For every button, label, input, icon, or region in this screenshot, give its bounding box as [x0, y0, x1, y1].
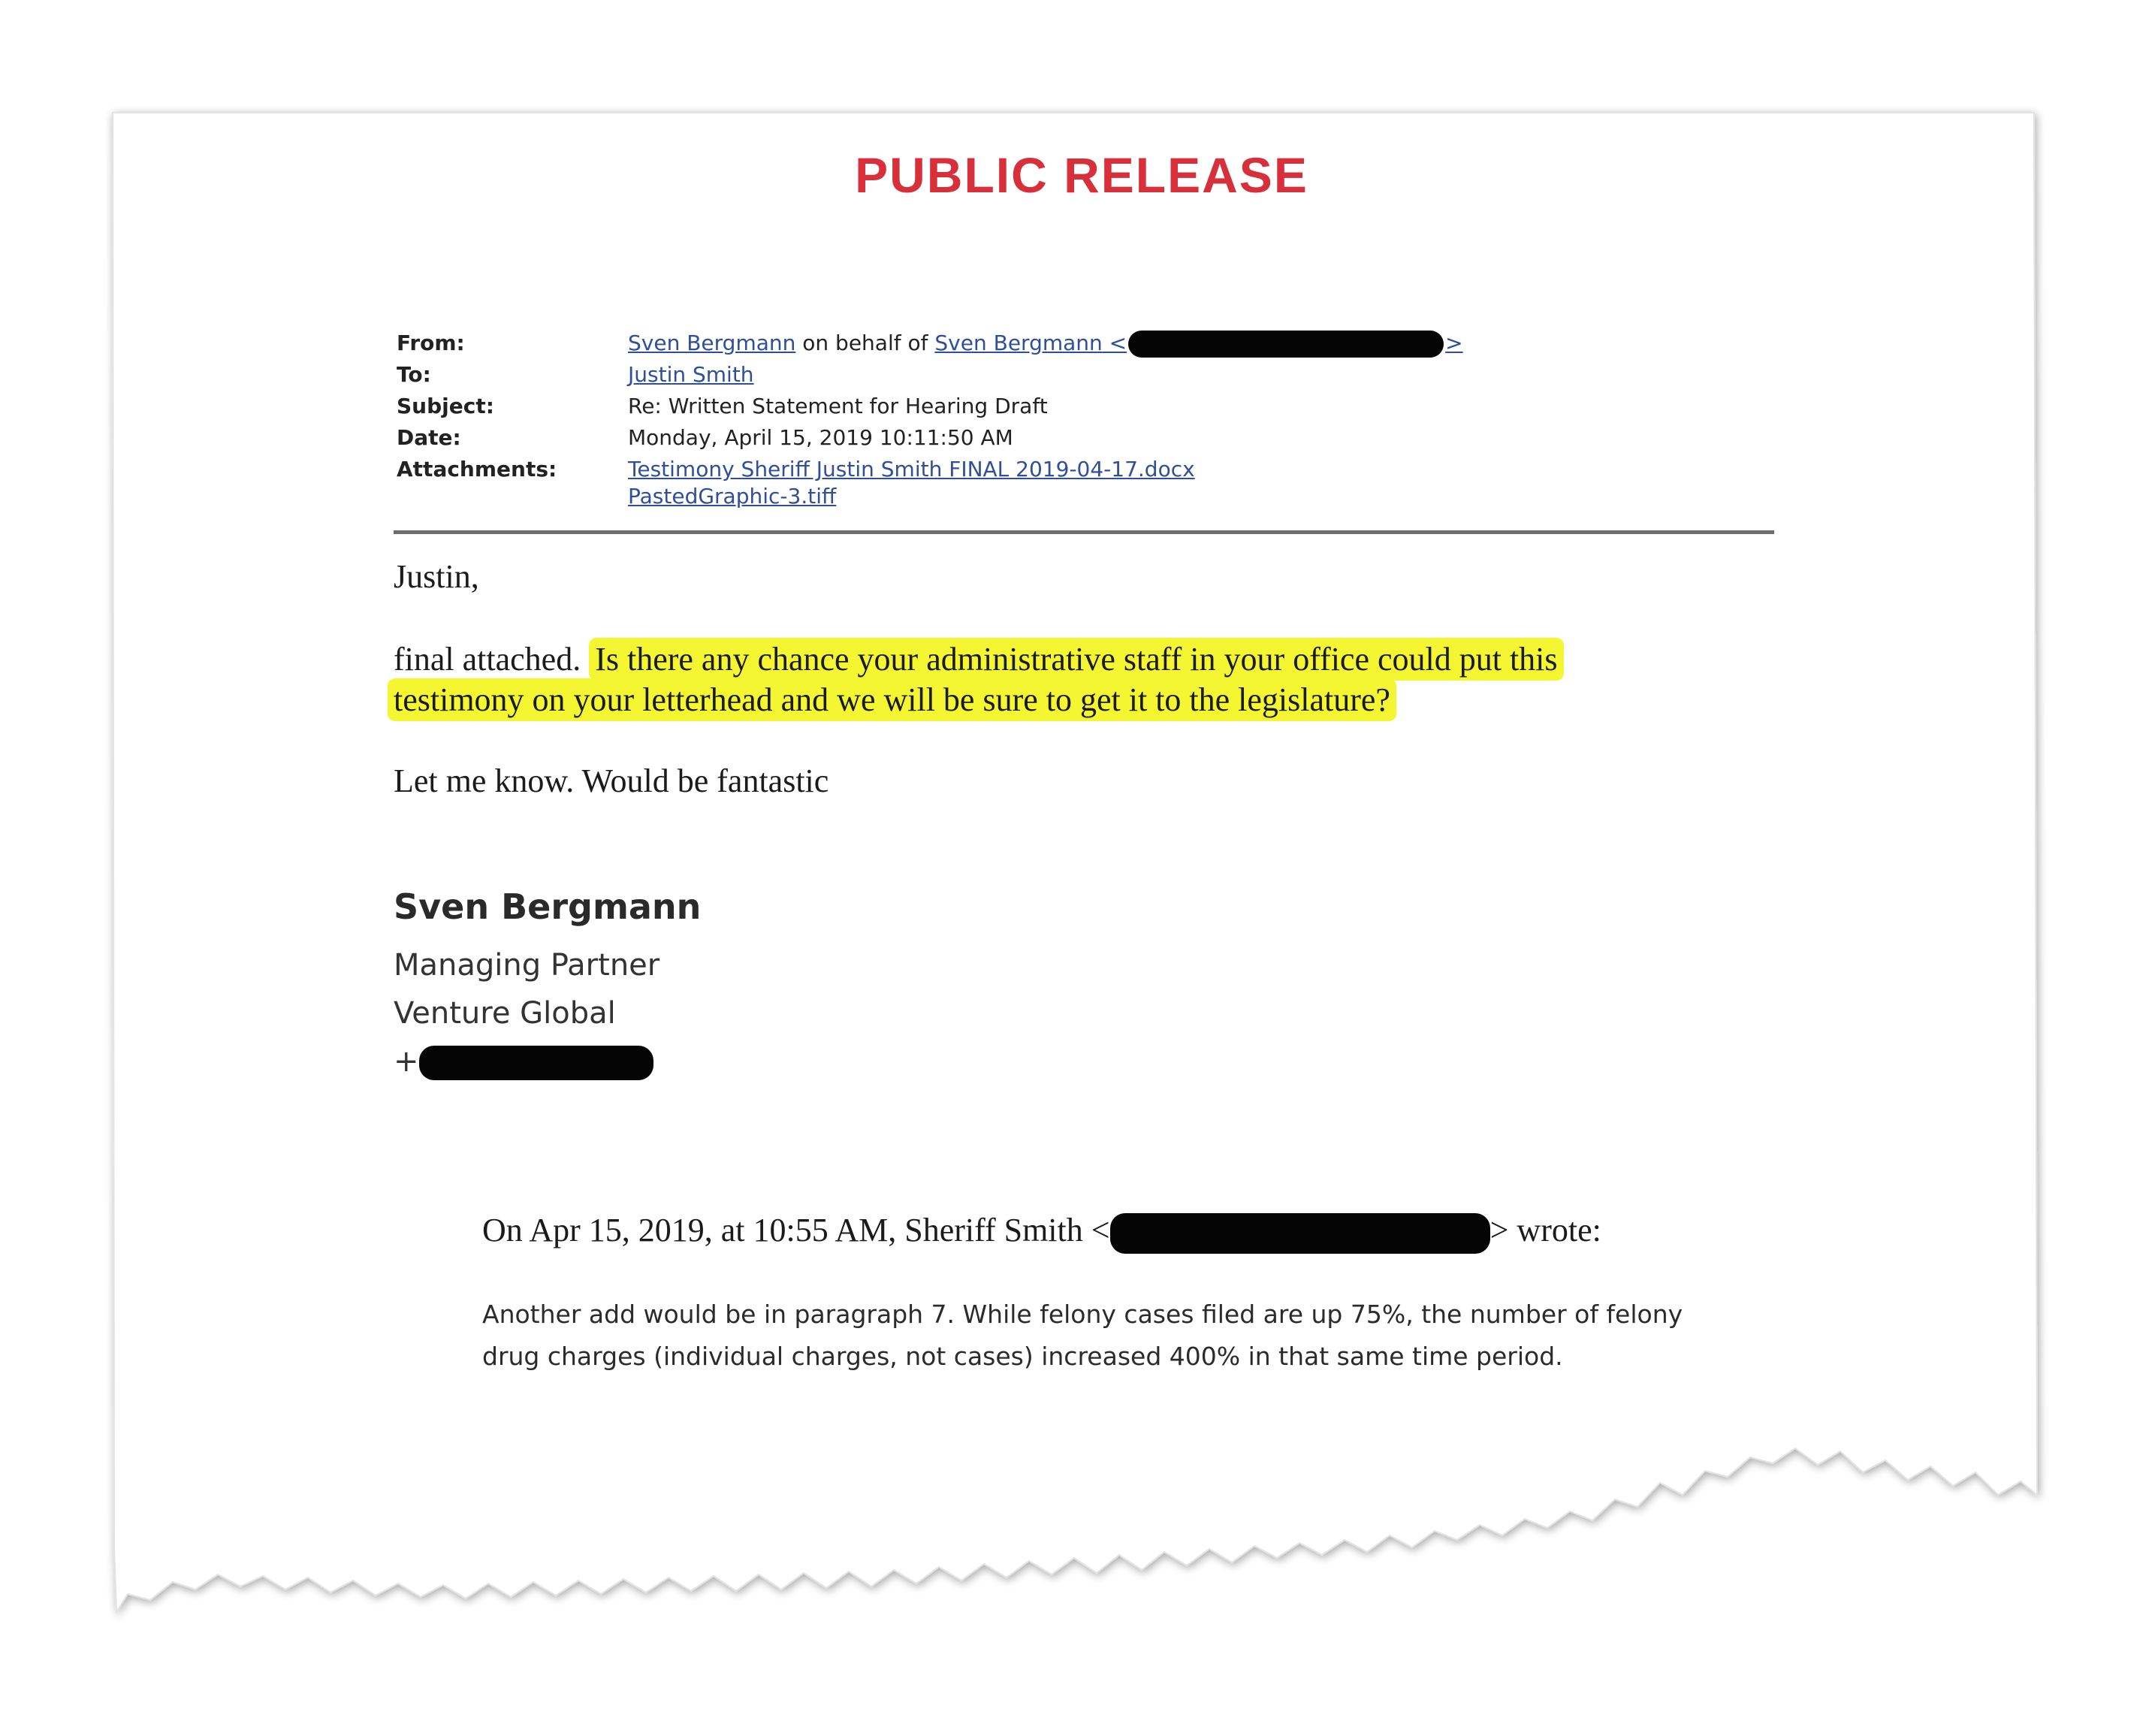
- quoted-wrote-text: wrote:: [1508, 1212, 1601, 1248]
- quoted-intro: [482, 1211, 1601, 1254]
- to-label: To:: [397, 362, 431, 387]
- attachment-link-tiff[interactable]: PastedGraphic-3.tiff: [628, 484, 837, 509]
- on-behalf-text: on behalf of: [795, 331, 935, 355]
- signature-company: Venture Global: [394, 996, 616, 1031]
- signature-name: Sven Bergmann: [394, 886, 702, 927]
- signature-title: Managing Partner: [394, 948, 660, 983]
- from-label: From:: [397, 331, 465, 355]
- quoted-intro-text: On Apr 15, 2019, at 10:55 AM, Sheriff Smith: [482, 1212, 1091, 1248]
- header-divider: [394, 530, 1774, 534]
- date-value: Monday, April 15, 2019 10:11:50 AM: [628, 425, 1013, 450]
- subject-label: Subject:: [397, 394, 494, 418]
- message-plain-text: final attached.: [394, 641, 590, 678]
- date-label: Date:: [397, 425, 461, 450]
- phone-redaction: [419, 1046, 653, 1080]
- message-line-1: [394, 640, 1564, 678]
- recipient-link[interactable]: Justin Smith: [628, 362, 754, 387]
- attachment-link-docx[interactable]: Testimony Sheriff Justin Smith FINAL 2019-04-17.docx: [628, 457, 1195, 482]
- email-close-bracket: >: [1445, 331, 1463, 355]
- quoted-open-bracket: <: [1091, 1212, 1110, 1248]
- subject-value: Re: Written Statement for Hearing Draft: [628, 394, 1048, 418]
- behalf-name-link[interactable]: Sven Bergmann: [934, 331, 1103, 355]
- from-value: [628, 328, 1463, 359]
- highlighted-request-line-1: Is there any chance your administrative staff in your office could put this: [589, 638, 1563, 681]
- message-line-2: [388, 681, 1396, 719]
- greeting: Justin,: [394, 558, 479, 595]
- signature-phone: [394, 1044, 653, 1080]
- email-open-bracket: <: [1102, 331, 1127, 355]
- quoted-close-bracket: >: [1490, 1212, 1509, 1248]
- phone-prefix: +: [394, 1044, 419, 1079]
- attachments-label: Attachments:: [397, 457, 557, 482]
- sender-name-link[interactable]: Sven Bergmann: [628, 331, 796, 355]
- closing-line: Let me know. Would be fantastic: [394, 762, 829, 799]
- sender-email-redaction: [1128, 331, 1444, 358]
- sheriff-email-redaction: [1110, 1213, 1490, 1254]
- quoted-message-body: Another add would be in paragraph 7. While felony cases filed are up 75%, the number of felony drug charges (individual charges, not cases) increased 400% in that same time period.: [482, 1300, 1683, 1371]
- public-release-stamp: PUBLIC RELEASE: [855, 147, 1308, 203]
- highlighted-request-line-2: testimony on your letterhead and we will be sure to get it to the legislature?: [388, 678, 1396, 721]
